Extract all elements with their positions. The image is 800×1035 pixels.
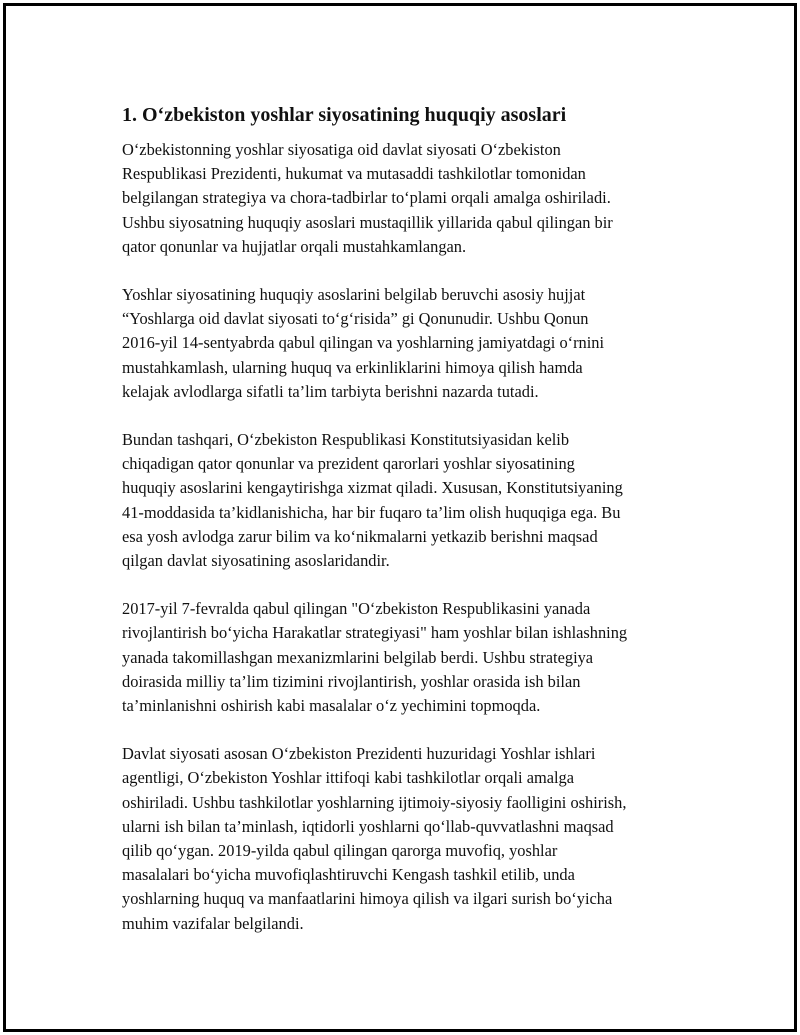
paragraph-line: qilgan davlat siyosatining asoslaridandir. [122,551,390,571]
paragraph-line: oshiriladi. Ushbu tashkilotlar yoshlarning ijtimoiy-siyosiy faolligini oshirish, [122,792,627,812]
paragraph-line: yoshlarning huquq va manfaatlarini himoya qilish va ilgari surish bo‘yicha [122,889,613,909]
paragraph-line: Respublikasi Prezidenti, hukumat va mutasaddi tashkilotlar tomonidan [122,164,586,184]
paragraph-3 [122,428,700,573]
paragraph-line: Davlat siyosati asosan O‘zbekiston Prezidenti huzuridagi Yoshlar ishlari [122,744,596,764]
paragraph-line: 2017-yil 7-fevralda qabul qilingan "O‘zbekiston Respublikasini yanada [122,599,591,619]
paragraph-1 [122,138,700,259]
paragraph-line: qilib qo‘ygan. 2019-yilda qabul qilingan qarorga muvofiq, yoshlar [122,841,558,861]
paragraph-line: Ushbu siyosatning huquqiy asoslari mustaqillik yillarida qabul qilingan bir [122,212,613,232]
paragraph-5 [122,742,700,936]
paragraph-line: belgilangan strategiya va chora-tadbirlar to‘plami orqali amalga oshiriladi. [122,188,611,208]
paragraph-line: ta’minlanishni oshirish kabi masalalar o‘z yechimini topmoqda. [122,696,541,716]
paragraph-line: qator qonunlar va hujjatlar orqali mustahkamlangan. [122,236,467,256]
paragraph-line: agentligi, O‘zbekiston Yoshlar ittifoqi kabi tashkilotlar orqali amalga [122,768,575,788]
paragraph-line: 41-moddasida ta’kidlanishicha, har bir fuqaro ta’lim olish huquqiga ega. Bu [122,502,621,522]
paragraph-4 [122,597,700,718]
paragraph-line: esa yosh avlodga zarur bilim va ko‘nikmalarni yetkazib berishni maqsad [122,526,598,546]
document-body [120,102,700,960]
paragraph-line: chiqadigan qator qonunlar va prezident qarorlari yoshlar siyosatining [122,454,575,474]
paragraph-line: Yoshlar siyosatining huquqiy asoslarini belgilab beruvchi asosiy hujjat [122,285,586,305]
paragraph-line: kelajak avlodlarga sifatli ta’lim tarbiyta berishni nazarda tutadi. [122,381,539,401]
paragraph-line: muhim vazifalar belgilandi. [122,913,304,933]
paragraph-line: 2016-yil 14-sentyabrda qabul qilingan va yoshlarning jamiyatdagi o‘rnini [122,333,605,353]
paragraph-line: “Yoshlarga oid davlat siyosati to‘g‘risida” gi Qonunudir. Ushbu Qonun [122,309,589,329]
paragraph-line: ularni ish bilan ta’minlash, iqtidorli yoshlarni qo‘llab-quvvatlashni maqsad [122,816,614,836]
paragraph-line: O‘zbekistonning yoshlar siyosatiga oid davlat siyosati O‘zbekiston [122,140,561,159]
page-frame [3,3,797,1032]
paragraph-line: huquqiy asoslarini kengaytirishga xizmat qiladi. Xususan, Konstitutsiyaning [122,478,623,498]
paragraph-line: masalalari bo‘yicha muvofiqlashtiruvchi Kengash tashkil etilib, unda [122,865,575,885]
paragraph-2 [122,283,700,404]
document-title: 1. O‘zbekiston yoshlar siyosatining huquqiy asoslari [122,104,567,126]
paragraph-line: mustahkamlash, ularning huquq va erkinliklarini himoya qilish hamda [122,357,583,377]
paragraph-line: doirasida milliy ta’lim tizimini rivojlantirish, yoshlar orasida ish bilan [122,671,581,691]
paragraph-line: rivojlantirish bo‘yicha Harakatlar strategiyasi" ham yoshlar bilan ishlashning [122,623,628,643]
paragraph-line: Bundan tashqari, O‘zbekiston Respublikasi Konstitutsiyasidan kelib [122,430,570,450]
paragraph-line: yanada takomillashgan mexanizmlarini belgilab berdi. Ushbu strategiya [122,647,594,667]
